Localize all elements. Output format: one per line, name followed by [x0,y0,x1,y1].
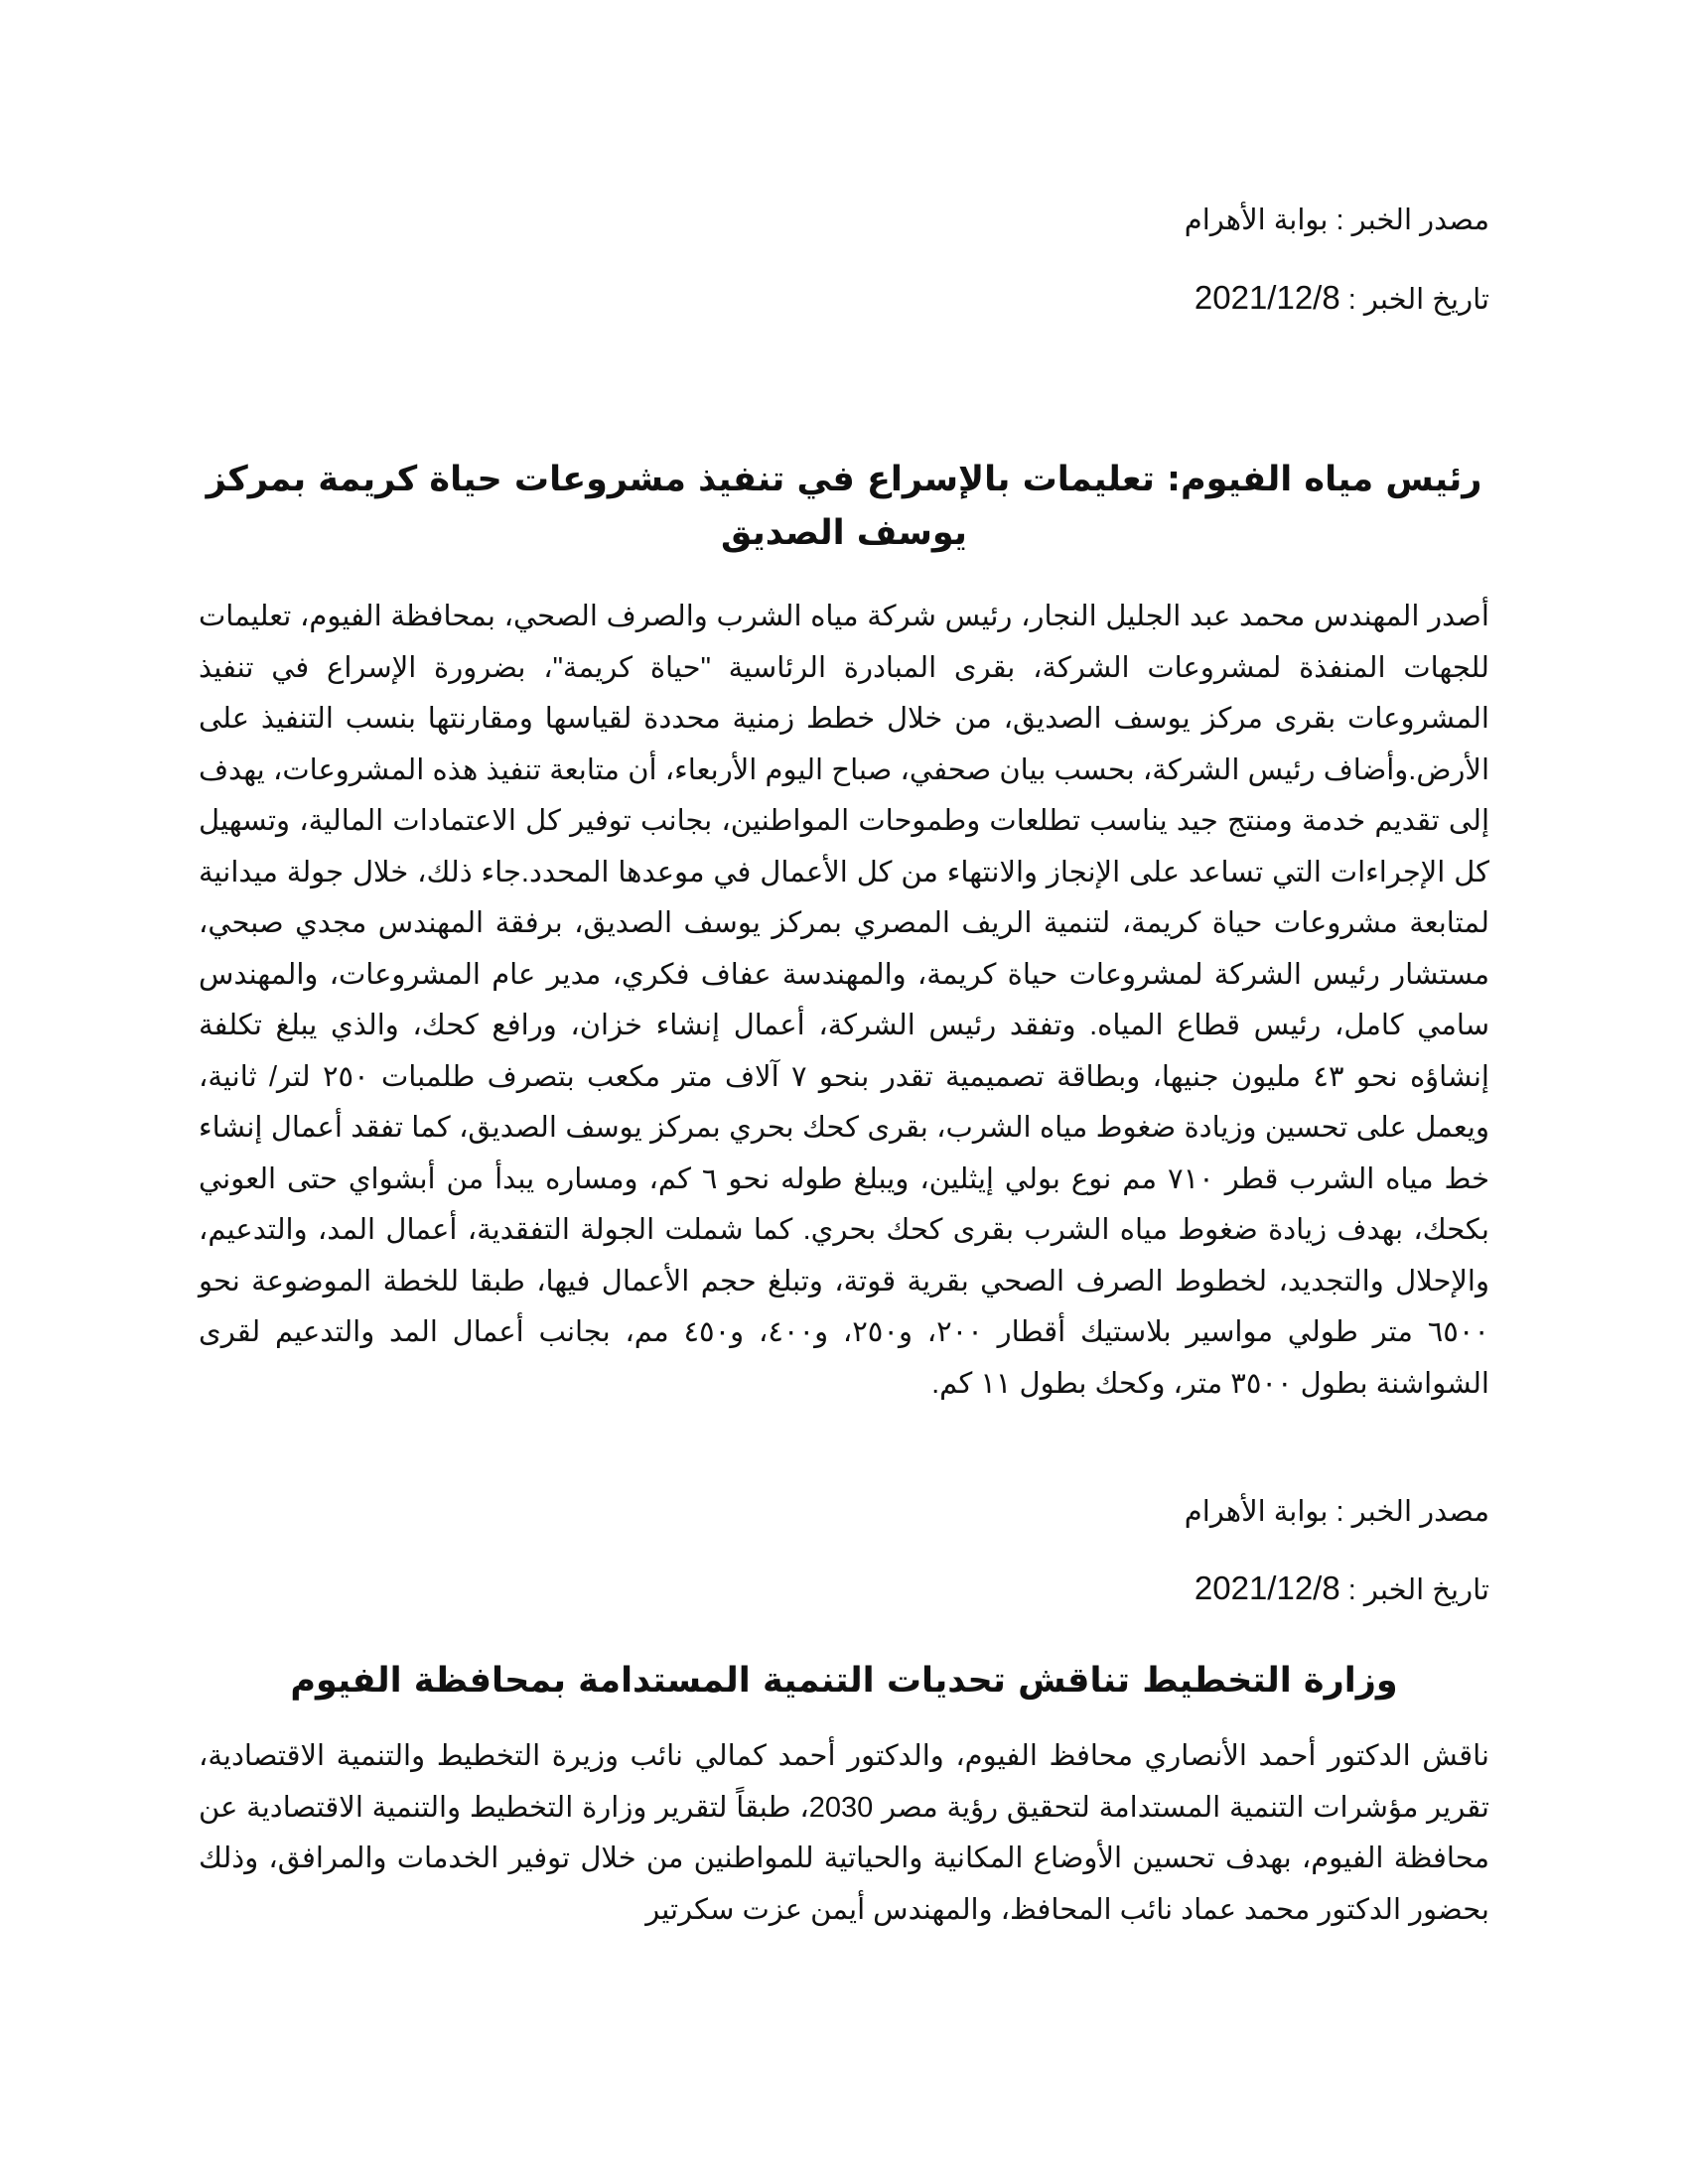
news-source-text: مصدر الخبر : بوابة الأهرام [1184,1496,1489,1528]
news-date-value: 2021/12/8 [1194,279,1340,316]
article-headline: رئيس مياه الفيوم: تعليمات بالإسراع في تنفيذ مشروعات حياة كريمة بمركز يوسف الصديق [206,460,1482,553]
news-date-line [199,1569,1489,1610]
article-body: ناقش الدكتور أحمد الأنصاري محافظ الفيوم، والدكتور أحمد كمالي نائب وزيرة التخطيط والتنمية الاقتصادية، تقرير مؤشرات التنمية المستدامة لتحقيق رؤية مصر 2030، طبقاً لتقرير وزارة التخطيط والتنمية الاقتصادية عن محافظة الفيوم، بهدف تحسين الأوضاع المكانية والحياتية للمواطنين من خلال توفير الخدمات والمرافق، وذلك بحضور الدكتور محمد عماد نائب المحافظ، والمهندس أيمن عزت سكرتير [199,1740,1489,1926]
document-page [199,0,1489,2184]
news-source-text: مصدر الخبر : بوابة الأهرام [1184,205,1489,236]
news-date-label: تاريخ الخبر : [1339,1574,1489,1606]
article-headline: وزارة التخطيط تناقش تحديات التنمية المستدامة بمحافظة الفيوم [290,1661,1398,1701]
news-date-label: تاريخ الخبر : [1339,284,1489,316]
news-source-line [199,1492,1489,1532]
news-date-line [199,278,1489,320]
article-body: أصدر المهندس محمد عبد الجليل النجار، رئيس شركة مياه الشرب والصرف الصحي، بمحافظة الفيوم، تعليمات للجهات المنفذة لمشروعات الشركة، بقرى المبادرة الرئاسية "حياة كريمة"، بضرورة الإسراع في تنفيذ المشروعات بقرى مركز يوسف الصديق، من خلال خطط زمنية محددة لقياسها ومقارنتها بنسب التنفيذ على الأرض.وأضاف رئيس الشركة، بحسب بيان صحفي، صباح اليوم الأربعاء، أن متابعة تنفيذ هذه المشروعات، يهدف إلى تقديم خدمة ومنتج جيد يناسب تطلعات وطموحات المواطنين، بجانب توفير كل الاعتمادات المالية، وتسهيل كل الإجراءات التي تساعد على الإنجاز والانتهاء من كل الأعمال في موعدها المحدد.جاء ذلك، خلال جولة ميدانية لمتابعة مشروعات حياة كريمة، لتنمية الريف المصري بمركز يوسف الصديق، برفقة المهندس مجدي صبحي، مستشار رئيس الشركة لمشروعات حياة كريمة، والمهندسة عفاف فكري، مدير عام المشروعات، والمهندس سامي كامل، رئيس قطاع المياه. وتفقد رئيس الشركة، أعمال إنشاء خزان، ورافع كحك، والذي يبلغ تكلفة إنشاؤه نحو ٤٣ مليون جنيها، وبطاقة تصميمية تقدر بنحو ٧ آلاف متر مكعب بتصرف طلمبات ٢٥٠ لتر/ ثانية، ويعمل على تحسين وزيادة ضغوط مياه الشرب، بقرى كحك بحري بمركز يوسف الصديق، كما تفقد أعمال إنشاء خط مياه الشرب قطر ٧١٠ مم نوع بولي إيثلين، ويبلغ طوله نحو ٦ كم، ومساره يبدأ من أبشواي حتى العوني بكحك، بهدف زيادة ضغوط مياه الشرب بقرى كحك بحري. كما شملت الجولة التفقدية، أعمال المد، والتدعيم، والإحلال والتجديد، لخطوط الصرف الصحي بقرية قوتة، وتبلغ حجم الأعمال فيها، طبقا للخطة الموضوعة نحو ٦٥٠٠ متر طولي مواسير بلاستيك أقطار ٢٠٠، و٢٥٠، و٤٠٠، و٤٥٠ مم، بجانب أعمال المد والتدعيم لقرى الشواشنة بطول ٣٥٠٠ متر، وكحك بطول ١١ كم. [199,601,1490,1400]
news-date-value: 2021/12/8 [1194,1570,1340,1606]
news-source-line [199,201,1489,240]
